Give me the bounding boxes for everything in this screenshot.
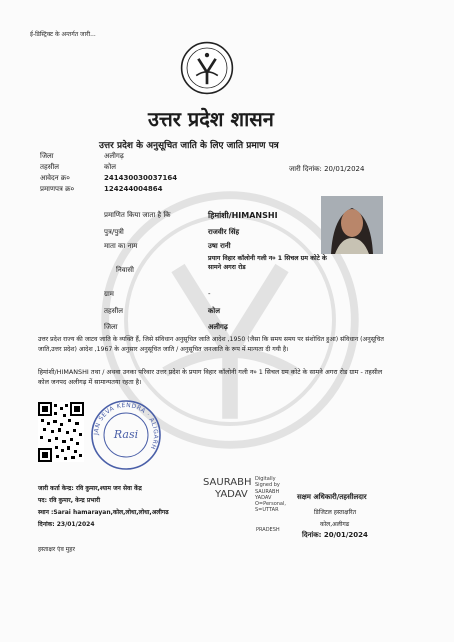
detail-label: माता का नाम bbox=[104, 242, 138, 250]
application-value: 241430030037164 bbox=[104, 174, 178, 182]
detail-value-district: अलीगढ़ bbox=[208, 323, 228, 331]
tehsil-label: तहसील bbox=[40, 163, 59, 171]
digital-signature-details: Digitally Signed by SAURABH YADAV O=Personal, S=UTTAR bbox=[255, 476, 286, 514]
applicant-photo bbox=[321, 196, 383, 254]
detail-label: तहसील bbox=[104, 307, 123, 315]
detail-value-father: राजवीर सिंह bbox=[208, 228, 240, 236]
footer-note: हस्ताक्षर एंव मुहर bbox=[38, 546, 75, 553]
detail-label: निवासी bbox=[116, 266, 134, 274]
issuer-place: स्थान :Sarai hamarayan,कोल,लोधा,लोधा,अलीगढ bbox=[38, 509, 169, 516]
certificate-no-value: 124244004864 bbox=[104, 185, 163, 193]
top-note: ई-डिस्ट्रिक्ट के अन्तर्गत जारी... bbox=[30, 31, 96, 38]
caste-statement: उत्तर प्रदेश राज्य की जाटव जाति के व्यक्ति हैं, जिसे संविधान अनुसूचित जाति आदेश ,1950 (जैसा कि समय समय पर संशोधित हुआ) संविधान (अनुसूचित जाति,उत्तर प्रदेश) आदेश ,1967 के अनुसार अनुसूचित जाति / अनुसूचित जनजाति के रूप में मान्यता दी गयी है। bbox=[38, 336, 384, 353]
detail-value-mother: उषा रानी bbox=[208, 242, 231, 250]
district-label: जिला bbox=[40, 152, 54, 160]
tehsil-value: कोल bbox=[104, 163, 116, 171]
certificate-no-label: प्रमाणपत्र क्र० bbox=[40, 185, 75, 193]
residence-statement: हिमांशी/HIMANSHI तथा / अथवा उनका परिवार उत्तर प्रदेश के प्रयाग विहार कॉलोनी गली न० 1 सिचल ग्रम कोटे के सामने अगरा रोड ग्राम - तहसील कोल जनपद अलीगढ़ में सामान्यतया रहता है। bbox=[38, 368, 383, 386]
district-value: अलीगढ़ bbox=[104, 152, 124, 160]
issue-date: जारी दिनांक: 20/01/2024 bbox=[289, 165, 365, 173]
authority-sign-label: डिजिटल हस्ताक्षरित bbox=[314, 509, 356, 516]
up-state-emblem-icon bbox=[180, 41, 234, 95]
signer-first-name: SAURABH bbox=[203, 477, 252, 488]
detail-value-tehsil: कोल bbox=[208, 307, 220, 315]
issuer-center: जारी कर्ता केन्द्र: रवि कुमार,श्याम जन सेवा केंद्र bbox=[38, 485, 142, 492]
jan-seva-kendra-stamp-icon bbox=[88, 398, 164, 472]
authority-date: दिनांक: 20/01/2024 bbox=[302, 531, 368, 539]
authority-title: सक्षम अधिकारी/तहसीलदार bbox=[297, 493, 367, 501]
detail-value-address: प्रयाग विहार कॉलोनी गली न० 1 सिचल ग्रम कोटे के सामने अगरा रोड bbox=[208, 255, 327, 271]
government-title: उत्तर प्रदेश शासन bbox=[148, 107, 274, 131]
digital-signature-state: PRADESH bbox=[256, 527, 280, 533]
detail-label: पुत्र/पुत्री bbox=[104, 228, 124, 236]
detail-label: ग्राम bbox=[104, 290, 114, 298]
signer-last-name: YADAV bbox=[215, 489, 248, 500]
detail-label: जिला bbox=[104, 323, 118, 331]
issuer-date: दिनांक: 23/01/2024 bbox=[38, 521, 95, 528]
detail-label: प्रमाणित किया जाता है कि bbox=[104, 211, 171, 219]
stamp-ring-text: JAN SEVA KENDRA · ALIGARH bbox=[92, 401, 160, 451]
application-label: आवेदन क्र० bbox=[40, 174, 70, 182]
stamp-signature: Rasi bbox=[113, 428, 139, 441]
issuer-post: पद: रवि कुमार, केन्द्र प्रभारी bbox=[38, 497, 101, 504]
detail-value-village: - bbox=[208, 290, 211, 298]
qr-code-icon bbox=[38, 402, 84, 462]
certificate-title: उत्तर प्रदेश के अनुसूचित जाति के लिए जाति प्रमाण पत्र bbox=[99, 141, 279, 151]
authority-place: कोल,अलीगढ bbox=[320, 521, 350, 528]
detail-value-name: हिमांशी/HIMANSHI bbox=[208, 211, 278, 220]
